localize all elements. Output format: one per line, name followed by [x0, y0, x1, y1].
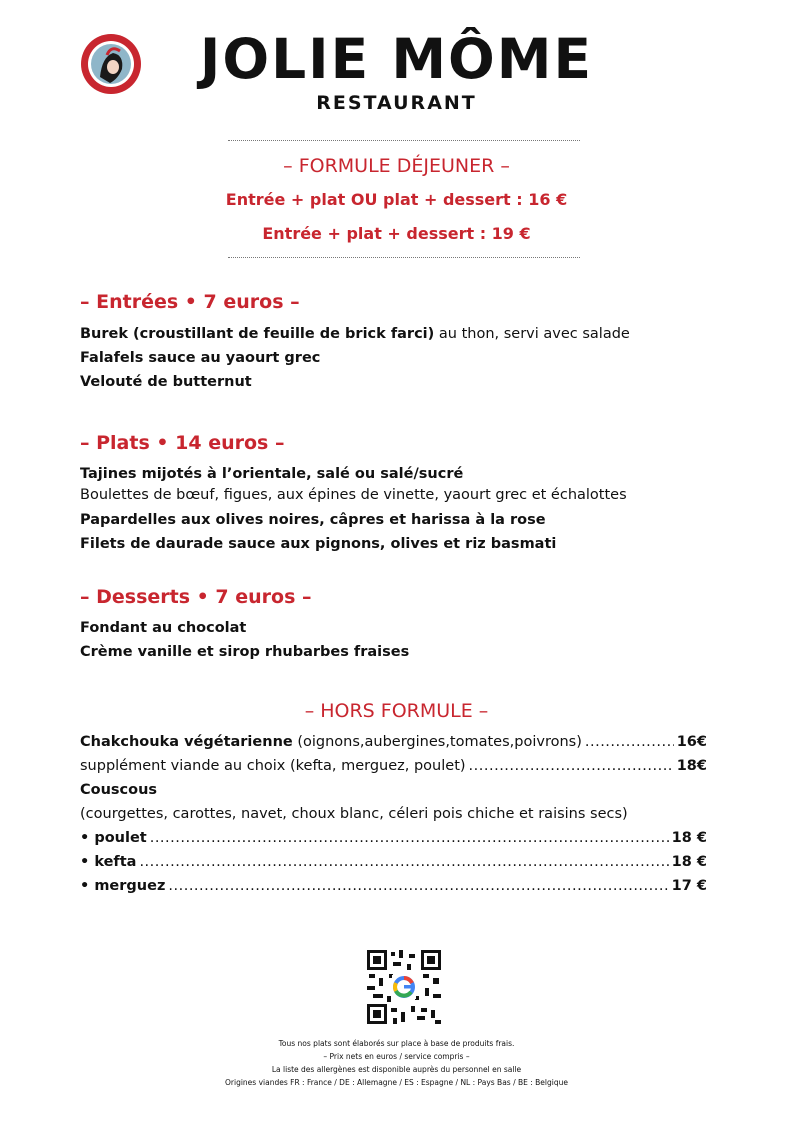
- formule-line: Entrée + plat OU plat + dessert : 16 €: [225, 190, 568, 209]
- menu-item: Falafels sauce au yaourt grec: [80, 350, 321, 366]
- menu-item: Tajines mijotés à l’orientale, salé ou salé/sucré: [80, 466, 464, 482]
- menu-item: Fondant au chocolat: [80, 620, 247, 636]
- google-qr-code-icon[interactable]: [367, 950, 441, 1024]
- formule-title: – FORMULE DÉJEUNER –: [283, 155, 510, 177]
- restaurant-name: JOLIE MÔME: [199, 27, 594, 91]
- menu-item: Burek (croustillant de feuille de brick farci) au thon, servi avec salade: [80, 326, 630, 342]
- hors-formule-title: – HORS FORMULE –: [304, 700, 489, 722]
- menu-item: Filets de daurade sauce aux pignons, olives et riz basmati: [80, 536, 557, 552]
- menu-item: Papardelles aux olives noires, câpres et harissa à la rose: [80, 512, 546, 528]
- couscous-title: Couscous: [80, 782, 158, 798]
- couscous-description: (courgettes, carottes, navet, choux blanc, céleri pois chiche et raisins secs): [80, 806, 628, 822]
- price-row: Chakchouka végétarienne (oignons,aubergines,tomates,poivrons) ..... 16€: [80, 734, 707, 750]
- price-row: • kefta ..... 18 €: [80, 854, 707, 870]
- menu-item: Crème vanille et sirop rhubarbes fraises: [80, 644, 410, 660]
- divider: [228, 140, 580, 141]
- menu-item: Velouté de butternut: [80, 374, 252, 390]
- desserts-title: – Desserts • 7 euros –: [80, 586, 312, 608]
- price-row: • poulet ..... 18 €: [80, 830, 707, 846]
- entrees-title: – Entrées • 7 euros –: [80, 291, 300, 313]
- footer-note: La liste des allergènes est disponible auprès du personnel en salle: [271, 1065, 522, 1074]
- plats-title: – Plats • 14 euros –: [80, 432, 285, 454]
- footer-note: Tous nos plats sont élaborés sur place à base de produits frais.: [278, 1039, 515, 1048]
- price-row: supplément viande au choix (kefta, merguez, poulet) ..... 18€: [80, 758, 707, 774]
- footer-note: – Prix nets en euros / service compris –: [323, 1052, 470, 1061]
- footer-note: Origines viandes FR : France / DE : Allemagne / ES : Espagne / NL : Pays Bas / BE : Belgique: [225, 1078, 568, 1087]
- formule-line: Entrée + plat + dessert : 19 €: [262, 224, 531, 243]
- price-row: • merguez ..... 17 €: [80, 878, 707, 894]
- restaurant-subtitle: RESTAURANT: [316, 92, 477, 114]
- menu-item-description: Boulettes de bœuf, figues, aux épines de vinette, yaourt grec et échalottes: [80, 487, 627, 503]
- divider: [228, 257, 580, 258]
